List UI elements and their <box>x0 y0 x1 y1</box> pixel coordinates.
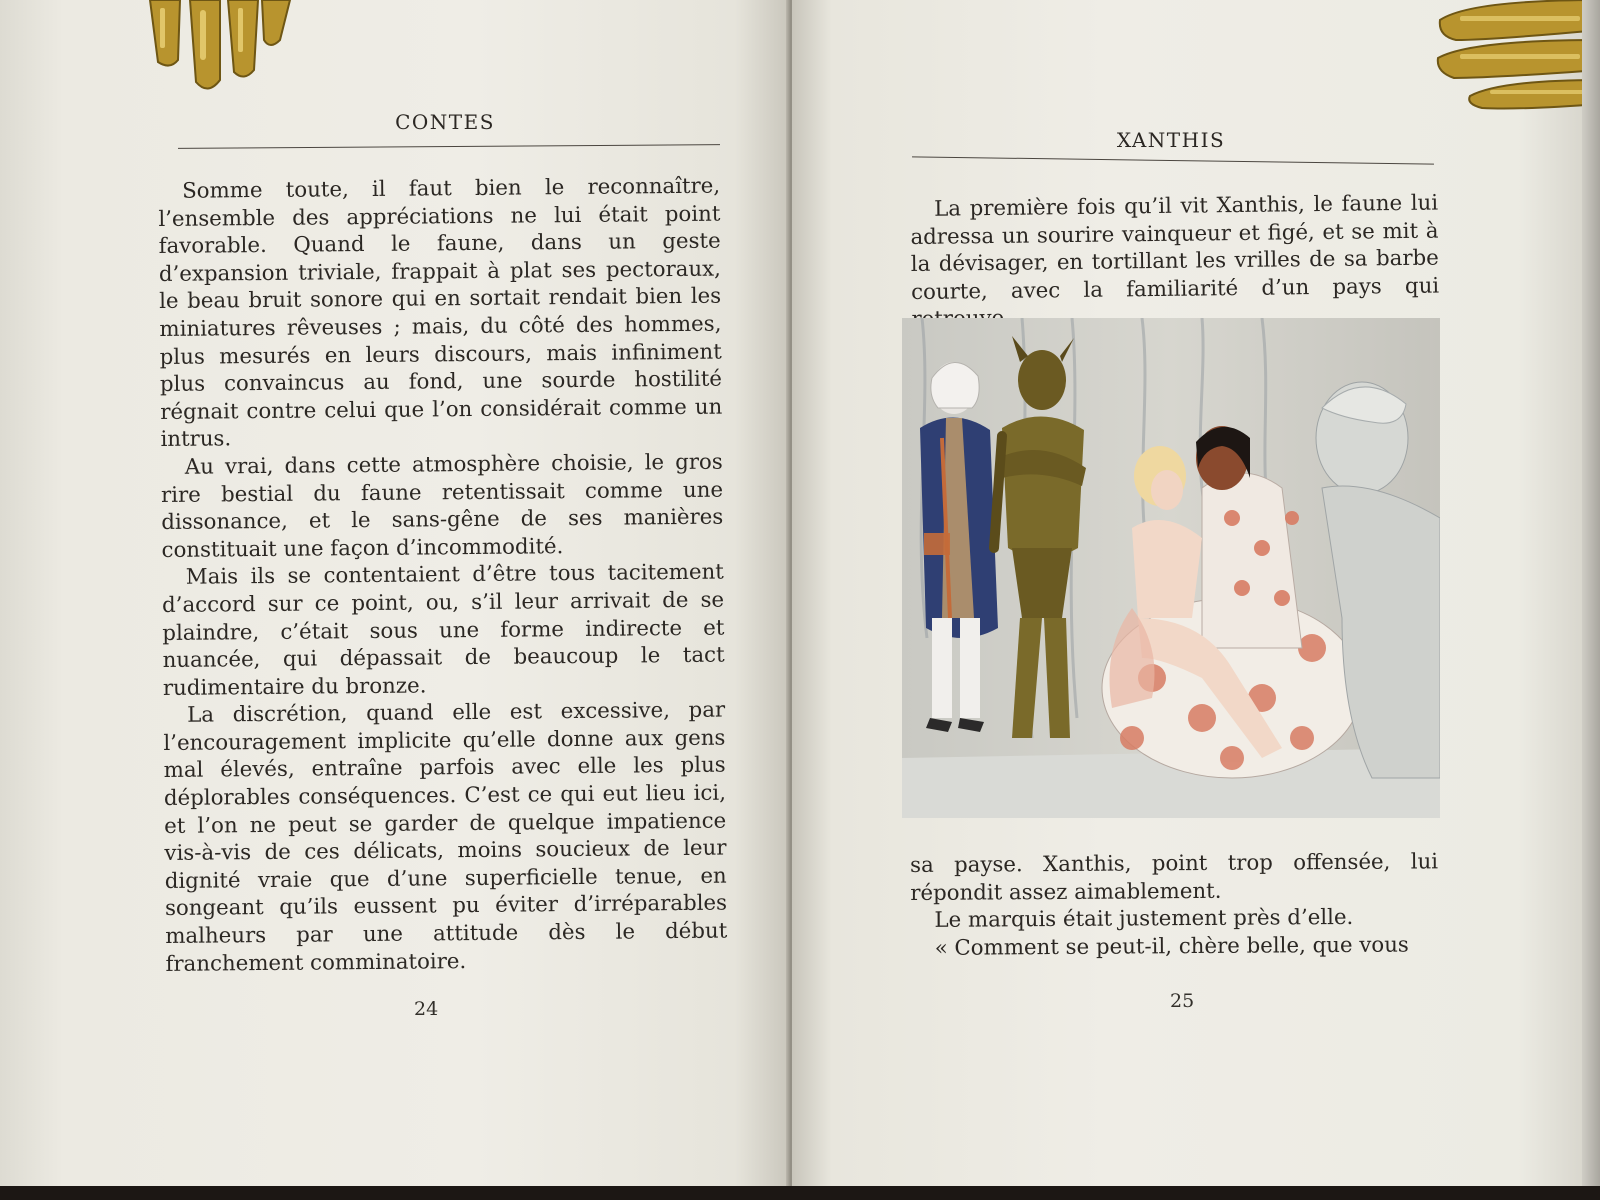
illustration-drawing <box>902 318 1440 818</box>
right-page-top-text <box>910 190 1440 334</box>
header-rule-right <box>912 156 1434 164</box>
left-page-body <box>158 173 728 979</box>
running-head-left: CONTES <box>395 110 495 134</box>
paragraph: Somme toute, il faut bien le reconnaître, l’ensemble des appréciations ne lui était point favorable. Quand le faune, dans un geste d’expansion triviale, frappait à plat ses pectoraux, le beau bruit sonore qui en sortait rendait bien les miniatures rêveuses ; mais, du côté des hommes, plus mesurés en leurs discours, mais infiniment plus convaincus au fond, une sourde hostilité régnait contre celui que l’on considérait comme un intrus. <box>158 173 723 453</box>
paragraph: La première fois qu’il vit Xanthis, le faune lui adressa un sourire vainqueur et figé, et se mit à la dévisager, en tortillant les vrilles de sa barbe courte, avec la familiarité d’un pays qui <box>910 190 1440 305</box>
paragraph: La discrétion, quand elle est excessive, par l’encouragement implicite qu’elle donne aux gens mal élevés, entraîne parfois avec elle les plus déplorables conséquences. C’est ce qui eut lieu ici, et l’on ne peut se garder de quelque impatience vis-à-vis de ces délicats, moins soucieux de leur dignité vraie que d’une superficielle tenue, en songeant qu’ils eussent pu éviter d’irréparables malheurs par une attitude dès le début franchement comminatoire. <box>163 697 728 977</box>
header-rule-left <box>178 144 720 149</box>
left-page <box>0 0 790 1190</box>
paragraph: « Comment se peut-il, chère belle, que vous <box>934 932 1409 961</box>
book-fore-edge <box>1582 0 1600 1200</box>
page-number-right: 25 <box>1170 990 1195 1012</box>
left-brass-clasp-icon <box>140 0 300 100</box>
running-head-right: XANTHIS <box>1116 128 1226 152</box>
color-illustration <box>902 318 1440 818</box>
paragraph: sa payse. Xanthis, point trop offensée, lui répondit assez aimablement. <box>910 849 1439 906</box>
paragraph: Mais ils se contentaient d’être tous tacitement d’accord sur ce point, ou, s’il leur arrivait de se plaindre, c’était sous une forme indirecte et nuancée, qui dépassait de beaucoup le tact rudimentaire du bronze. <box>161 559 725 701</box>
paragraph: Le marquis était justement près d’elle. <box>934 905 1354 934</box>
paragraph: Au vrai, dans cette atmosphère choisie, le gros rire bestial du faune retentissait comme une dissonance, et le sans-gêne de ses manières constituait une façon d’incommodité. <box>160 449 724 563</box>
right-brass-clasp-icon <box>1430 0 1600 110</box>
page-number-left: 24 <box>414 998 439 1020</box>
right-page-bottom-text <box>910 848 1439 962</box>
table-edge <box>0 1186 1600 1200</box>
